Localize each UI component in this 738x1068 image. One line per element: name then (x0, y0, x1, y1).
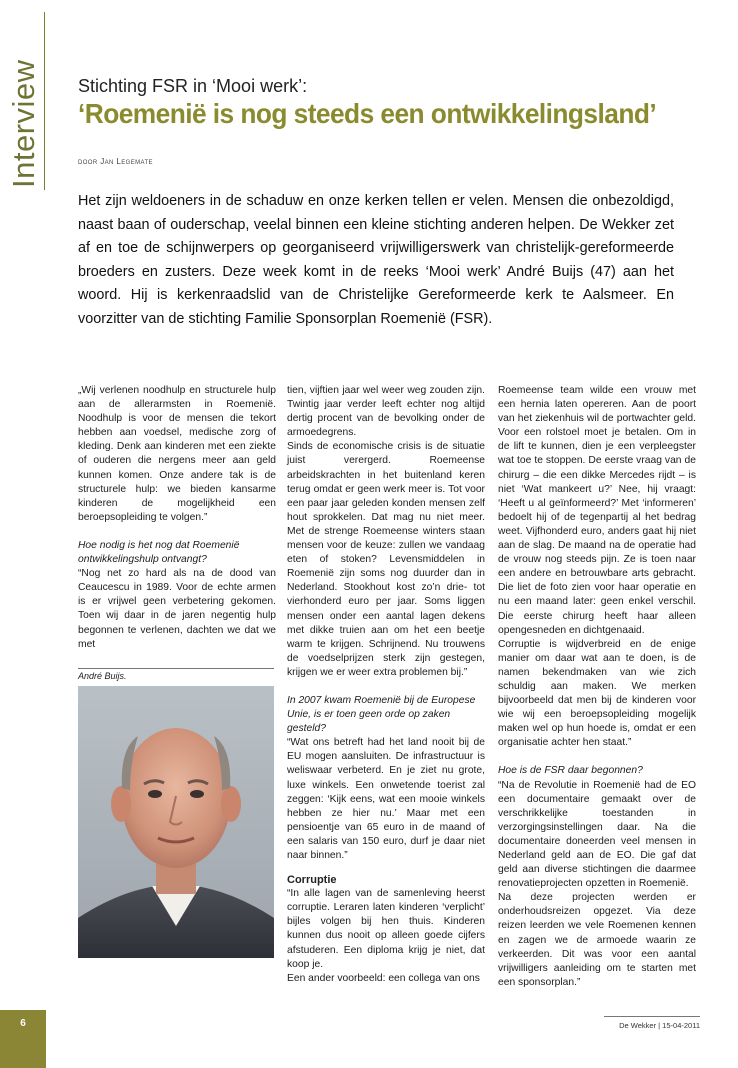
paragraph: Roemeense team wilde een vrouw met een hernia laten opereren. Aan de poort van het ziekenhuis wil de portwachter geld. Voor een rolstoel moet je betalen. Om in de lift te kunnen, dien je een verpleegster wat toe te stoppen. De eerste vraag van de chirurg – die een dikke Mercedes rijdt – is niet ‘Wat mankeert u?’ Nee, hij vraagt: ‘Heeft u al geïnformeerd?’ Met ‘informeren’ bedoelt hij of de tegenpartij al het bedrag weet. Vijfhonderd euro, anders gaat hij niet aan de slag. De maand na de operatie had de vrouw nog steeds pijn. Ze is toen naar een andere en betrouwbare arts gebracht. Die liet de foto zien voor haar operatie en nu een maand later: geen enkel verschil. Die eerste chirurg heeft haar alleen opengesneden en dichtgenaaid. (498, 385, 696, 636)
headline: ‘Roemenië is nog steeds een ontwikkelingsland’ (78, 98, 657, 129)
intro-text: Het zijn weldoeners in de schaduw en onze kerken tellen er velen. Mensen die onbezoldigd, naast baan of ouderschap, veelal binnen een kleine stichting anderen helpen. De Wekker zet af en toe de schijnwerpers op georganiseerd vrijwilligerswerk van christelijk-gereformeerde broeders en zusters. Deze week komt in de reeks ‘Mooi werk’ André Buijs (47) aan het woord. Hij is kerkenraadslid van de Christelijke Gereformeerde kerk te Aalsmeer. En voorzitter van de stichting Familie Sponsorplan Roemenië (FSR). (78, 193, 674, 327)
footer-publication: De Wekker | 15-04-2011 (619, 1021, 700, 1030)
question: In 2007 kwam Roemenië bij de Europese Unie, is er toen geen orde op zaken gesteld? (287, 694, 476, 735)
paragraph: “Nog net zo hard als na de dood van Ceaucescu in 1989. Voor de echte armen is er vrijwel geen verbetering gekomen. Toen wij daar in de jaren negentig hulp begonnen te verlenen, dachten we dat we met (78, 568, 276, 650)
column-3 (498, 384, 696, 990)
side-rule (44, 12, 45, 190)
paragraph: “Wat ons betreft had het land nooit bij de EU mogen aansluiten. De infrastructuur is weliswaar verbeterd. En je ziet nu grote, luxe winkels. Een onwetende toerist zal zeggen: ‘Kijk eens, wat een mooie winkels hebben ze hier nu.’ Maar met een pensioentje van 65 euro in de maand of een salaris van 150 euro, durf je daar niet naar binnen.” (287, 737, 485, 861)
kicker: Stichting FSR in ‘Mooi werk’: (78, 76, 308, 96)
photo-rule (78, 668, 274, 669)
question: Hoe is de FSR daar begonnen? (498, 765, 643, 777)
paragraph: tien, vijftien jaar wel weer weg zouden zijn. Twintig jaar verder leeft echter nog altijd dertig procent van de bevolking onder de armoedegrens. (287, 385, 485, 439)
paragraph: “Na de Revolutie in Roemenië had de EO een documentaire gemaakt over de verschrikkelijke toestanden in verzorgingsinstellingen daar. Na die documentaire doneerden veel mensen in Nederland geld aan de EO. Die gaf dat geld aan diverse stichtingen die daarmee renovatieprojecten opzetten in Roemenië. (498, 779, 696, 890)
section-label: Interview (6, 59, 41, 188)
subheading: Corruptie (287, 874, 337, 887)
column-2 (287, 384, 485, 986)
question: Hoe nodig is het nog dat Roemenië ontwikkelingshulp ontvangt? (78, 539, 240, 566)
photo-caption: André Buijs. (78, 671, 127, 681)
paragraph: “In alle lagen van de samenleving heerst corruptie. Leraren laten kinderen ‘verplicht’ bijles volgen bij hen thuis. Kinderen kunnen dus nooit op alleen goede cijfers afstuderen. Een diploma krijg je niet, dat koop je. (287, 888, 485, 970)
page-number: 6 (20, 1018, 26, 1029)
portrait-illustration (78, 686, 274, 958)
byline (78, 157, 153, 166)
portrait-photo (78, 686, 274, 958)
intro-paragraph (78, 190, 674, 332)
paragraph: Een ander voorbeeld: een collega van ons (287, 972, 480, 984)
paragraph: Corruptie is wijdverbreid en de enige manier om daar wat aan te doen, is de namen bekendmaken van wie zich schuldig aan maken. We merken bijvoorbeeld dat men bij de kinderen voor wie wij een beroepsopleiding mogelijk maken wel op hun hoede is, omdat er een organisatie achter hen staat.” (498, 638, 696, 749)
byline-prefix: door (78, 157, 98, 166)
paragraph: Na deze projecten werden er onderhoudsreizen opgezet. Via deze reizen leerden we vele Roemenen kennen en zagen we de armoede waarin ze verkeerden. Dit was voor een aantal vrijwilligers aanleiding om te starten met een sponsorplan.” (498, 892, 696, 988)
column-1 (78, 384, 276, 652)
paragraph: „Wij verlenen noodhulp en structurele hulp aan de allerarmsten in Roemenië. Noodhulp is voor de mensen die tekort hebben aan voedsel, medische zorg of kleding. Denk aan kinderen met een ziekte of ouderen die nergens meer aan geld kunnen komen. Onze andere tak is de structurele hulp: we bieden kansarme kinderen de mogelijkheid een beroepsopleiding te volgen.” (78, 385, 276, 523)
footer-rule (604, 1016, 700, 1017)
paragraph: Sinds de economische crisis is de situatie juist verergerd. Roemeense arbeidskrachten in het buitenland keren terug omdat er geen werk meer is. Tot voor een paar jaar geleden konden mensen zelf hout sprokkelen. Dat mag nu niet meer. Met de strenge Roemeense winters staan mensen voor de keuze: zullen we vandaag eten of stoken? Levensmiddelen in Roemenië zijn soms nog duurder dan in Nederland. Stookhout kost zo’n drie- tot vierhonderd euro per jaar. Soms liggen mensen onder een aantal lagen dekens met dikke truien aan om het een beetje warm te krijgen. Schrijnend. Nu trouwens de voedselprijzen sterk zijn gestegen, krijgen we er weer extra problemen bij.” (287, 441, 485, 678)
byline-author: Jan Legemate (100, 157, 153, 166)
